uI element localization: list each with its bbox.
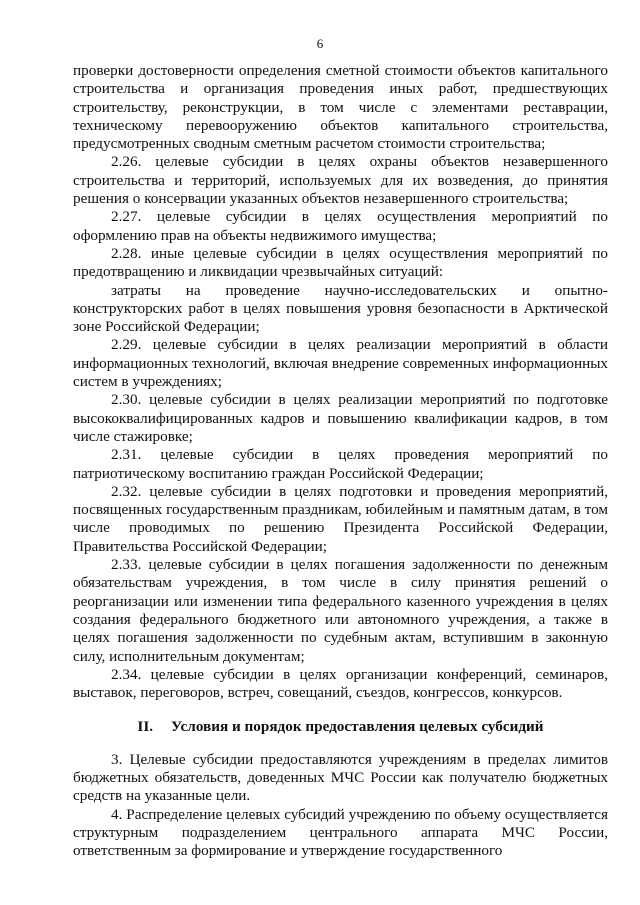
paragraph: 2.31. целевые субсидии в целях проведения мероприятий по патриотическому воспитанию граждан Российской Федерации; <box>73 446 608 482</box>
paragraph: 2.29. целевые субсидии в целях реализации мероприятий в области информационных технологий, включая внедрение современных информационных систем в учреждениях; <box>73 336 608 391</box>
paragraph: проверки достоверности определения сметной стоимости объектов капитального строительства и организация проведения иных работ, предшествующих строительству, реконструкции, в том числе с элементами реставрации, техническому перевооружению объектов капитального строительства, предусмотренных сводным сметным расчетом стоимости строительства; <box>73 62 608 153</box>
paragraphs-after-section <box>73 751 608 861</box>
paragraph: 4. Распределение целевых субсидий учреждению по объему осуществляется структурным подразделением центрального аппарата МЧС России, ответственным за формирование и утверждение государственного <box>73 805 608 860</box>
document-body <box>73 62 608 860</box>
paragraph: 2.32. целевые субсидии в целях подготовки и проведения мероприятий, посвященных государственным праздникам, юбилейным и памятным датам, в том числе проводимых по решению Президента Российской Федерации, Правительства Российской Федерации; <box>73 482 608 555</box>
paragraph: 2.30. целевые субсидии в целях реализации мероприятий по подготовке высококвалифицированных кадров и повышению квалификации кадров, в том числе стажировке; <box>73 391 608 445</box>
section-heading <box>73 718 608 736</box>
paragraph: 2.27. целевые субсидии в целях осуществления мероприятий по оформлению прав на объекты недвижимого имущества; <box>73 208 608 244</box>
section-number: II. <box>137 718 154 736</box>
paragraph: затраты на проведение научно-исследовательских и опытно-конструкторских работ в целях повышения уровня безопасности в Арктической зоне Российской Федерации; <box>73 281 608 336</box>
paragraph: 2.34. целевые субсидии в целях организации конференций, семинаров, выставок, переговоров, встреч, совещаний, съездов, конгрессов, конкурсов. <box>73 665 608 702</box>
paragraph: 2.28. иные целевые субсидии в целях осуществления мероприятий по предотвращению и ликвидации чрезвычайных ситуаций: <box>73 244 608 281</box>
paragraph: 2.33. целевые субсидии в целях погашения задолженности по денежным обязательствам учреждения, в том числе в силу принятия решений о реорганизации или изменении типа федерального казенного учреждения в целях создания федерального бюджетного или автономного учреждения, а также в целях погашения задолженности по судебным актам, вступившим в законную силу, исполнительным документам; <box>73 556 608 665</box>
page-number: 6 <box>316 36 324 51</box>
paragraph: 3. Целевые субсидии предоставляются учреждениям в пределах лимитов бюджетных обязательств, доведенных МЧС России как получателю бюджетных средств на указанные цели. <box>73 750 608 805</box>
paragraphs-before-section <box>73 62 608 702</box>
section-title: Условия и порядок предоставления целевых субсидий <box>171 718 544 736</box>
paragraph: 2.26. целевые субсидии в целях охраны объектов незавершенного строительства и территорий, используемых для их возведения, до принятия решения о консервации указанных объектов незавершенного строительства; <box>73 153 608 208</box>
